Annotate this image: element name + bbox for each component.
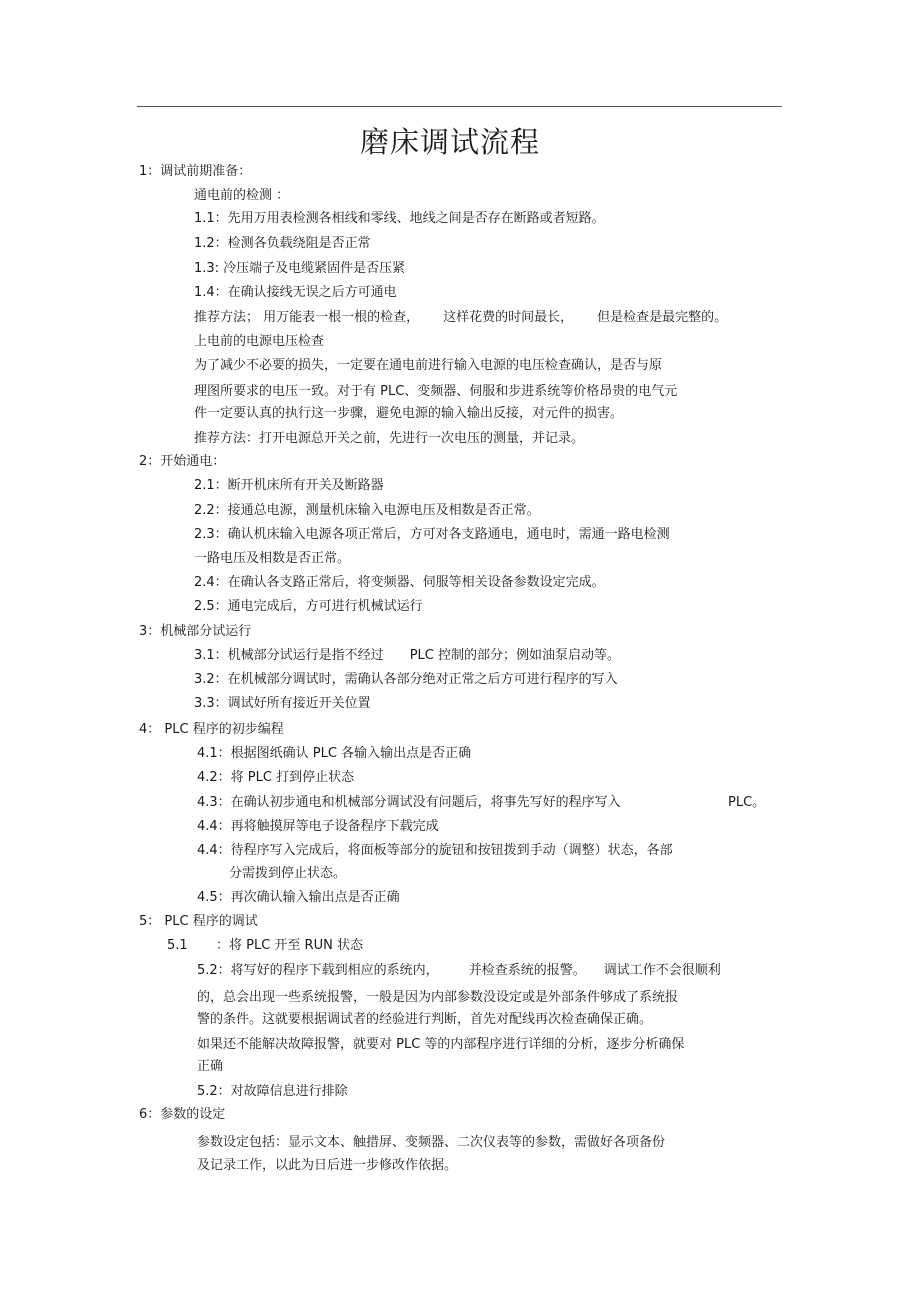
item-3-1 bbox=[194, 648, 620, 664]
item-5-2-part-c: 调试工作不会很顺利 bbox=[603, 963, 721, 978]
recommend-1-part-a: 推荐方法； 用万能表一根一根的检查， bbox=[194, 310, 420, 325]
recommend-line-2: 推荐方法：打开电源总开关之前，先进行一次电压的测量，并记录。 bbox=[194, 431, 585, 446]
item-3-1-part-a: 3.1：机械部分试运行是指不经过 bbox=[194, 648, 384, 663]
para-1-line-2: 理图所要求的电压一致。对于有 PLC、变频器、伺服和步进系统等价格昂贵的电气元 bbox=[194, 384, 678, 399]
item-5-2-fault: 5.2：对故障信息进行排除 bbox=[197, 1084, 348, 1099]
header-rule bbox=[137, 106, 782, 107]
item-4-4-continued: 分需拨到停止状态。 bbox=[229, 866, 347, 881]
subheading-voltage-check: 上电前的电源电压检查 bbox=[194, 334, 325, 349]
item-3-3: 3.3：调试好所有接近开关位置 bbox=[194, 696, 371, 711]
item-2-3: 2.3：确认机床输入电源各项正常后，方可对各支路通电，通电时，需通一路电检测 bbox=[194, 527, 670, 542]
section-2-heading: 2：开始通电： bbox=[139, 454, 226, 469]
para-1-line-3: 件一定要认真的执行这一步骤，避免电源的输入输出反接，对元件的损害。 bbox=[194, 406, 624, 421]
item-5-2-part-b: 并检查系统的报警。 bbox=[468, 963, 586, 978]
item-5-2 bbox=[197, 963, 721, 979]
subheading-pre-power-check: 通电前的检测 ： bbox=[194, 188, 290, 203]
item-5-2-part-a: 5.2：将写好的程序下载到相应的系统内， bbox=[197, 963, 439, 978]
item-3-2: 3.2：在机械部分调试时，需确认各部分绝对正常之后方可进行程序的写入 bbox=[194, 672, 618, 687]
item-4-1: 4.1：根据图纸确认 PLC 各输入输出点是否正确 bbox=[197, 746, 472, 761]
item-4-4-second: 4.4：待程序写入完成后，将面板等部分的旋钮和按钮拨到手动（调整）状态，各部 bbox=[197, 843, 673, 858]
item-4-5: 4.5：再次确认输入输出点是否正确 bbox=[197, 890, 400, 905]
item-5-1-number: 5.1 bbox=[167, 938, 188, 953]
item-4-3: 4.3：在确认初步通电和机械部分调试没有问题后，将事先写好的程序写入 bbox=[197, 795, 621, 810]
section-4-heading: 4： PLC 程序的初步编程 bbox=[139, 722, 284, 737]
item-4-3-plc: PLC。 bbox=[728, 795, 766, 810]
para-5-line-1: 的，总会出现一些系统报警，一般是因为内部参数没设定或是外部条件够成了系统报 bbox=[197, 990, 679, 1005]
para-5-line-2: 警的条件。这就要根据调试者的经验进行判断，首先对配线再次检查确保正确。 bbox=[197, 1012, 653, 1027]
recommend-line-1 bbox=[194, 310, 727, 326]
item-4-4: 4.4：再将触摸屏等电子设备程序下载完成 bbox=[197, 819, 439, 834]
section-6-heading: 6：参数的设定 bbox=[139, 1107, 226, 1122]
section-5-heading: 5： PLC 程序的调试 bbox=[139, 914, 258, 929]
item-2-5: 2.5：通电完成后，方可进行机械试运行 bbox=[194, 599, 423, 614]
item-1-2: 1.2：检测各负载绕阻是否正常 bbox=[194, 236, 371, 251]
para-6-line-2: 及记录工作，以此为日后进一步修改作依据。 bbox=[197, 1158, 458, 1173]
item-2-1: 2.1：断开机床所有开关及断路器 bbox=[194, 478, 384, 493]
section-3-heading: 3：机械部分试运行 bbox=[139, 624, 252, 639]
para-5-line-4: 正确 bbox=[197, 1059, 224, 1074]
recommend-1-part-b: 这样花费的时间最长， bbox=[443, 310, 574, 325]
para-6-line-1: 参数设定包括：显示文本、触措屏、变频器、二次仪表等的参数，需做好各项备份 bbox=[197, 1135, 666, 1150]
item-1-1: 1.1：先用万用表检测各相线和零线、地线之间是否存在断路或者短路。 bbox=[194, 211, 605, 226]
item-2-2: 2.2：接通总电源，测量机床输入电源电压及相数是否正常。 bbox=[194, 503, 540, 518]
page-title: 磨床调试流程 bbox=[359, 125, 540, 159]
section-1-heading: 1：调试前期准备： bbox=[139, 164, 252, 179]
item-1-3: 1.3: 冷压端子及电缆紧固件是否压紧 bbox=[194, 261, 406, 276]
item-2-4: 2.4：在确认各支路正常后，将变频器、伺服等相关设备参数设定完成。 bbox=[194, 575, 605, 590]
item-3-1-part-b: PLC 控制的部分；例如油泵启动等。 bbox=[409, 648, 620, 663]
item-4-2: 4.2：将 PLC 打到停止状态 bbox=[197, 770, 355, 785]
item-1-4: 1.4：在确认接线无误之后方可通电 bbox=[194, 285, 397, 300]
para-5-line-3: 如果还不能解决故障报警，就要对 PLC 等的内部程序进行详细的分析，逐步分析确保 bbox=[197, 1037, 685, 1052]
recommend-1-part-c: 但是检查是最完整的。 bbox=[597, 310, 728, 325]
para-1-line-1: 为了减少不必要的损失，一定要在通电前进行输入电源的电压检查确认，是否与原 bbox=[194, 358, 663, 373]
item-2-3-continued: 一路电压及相数是否正常。 bbox=[194, 551, 351, 566]
item-5-1-text: ：将 PLC 开至 RUN 状态 bbox=[216, 938, 363, 953]
